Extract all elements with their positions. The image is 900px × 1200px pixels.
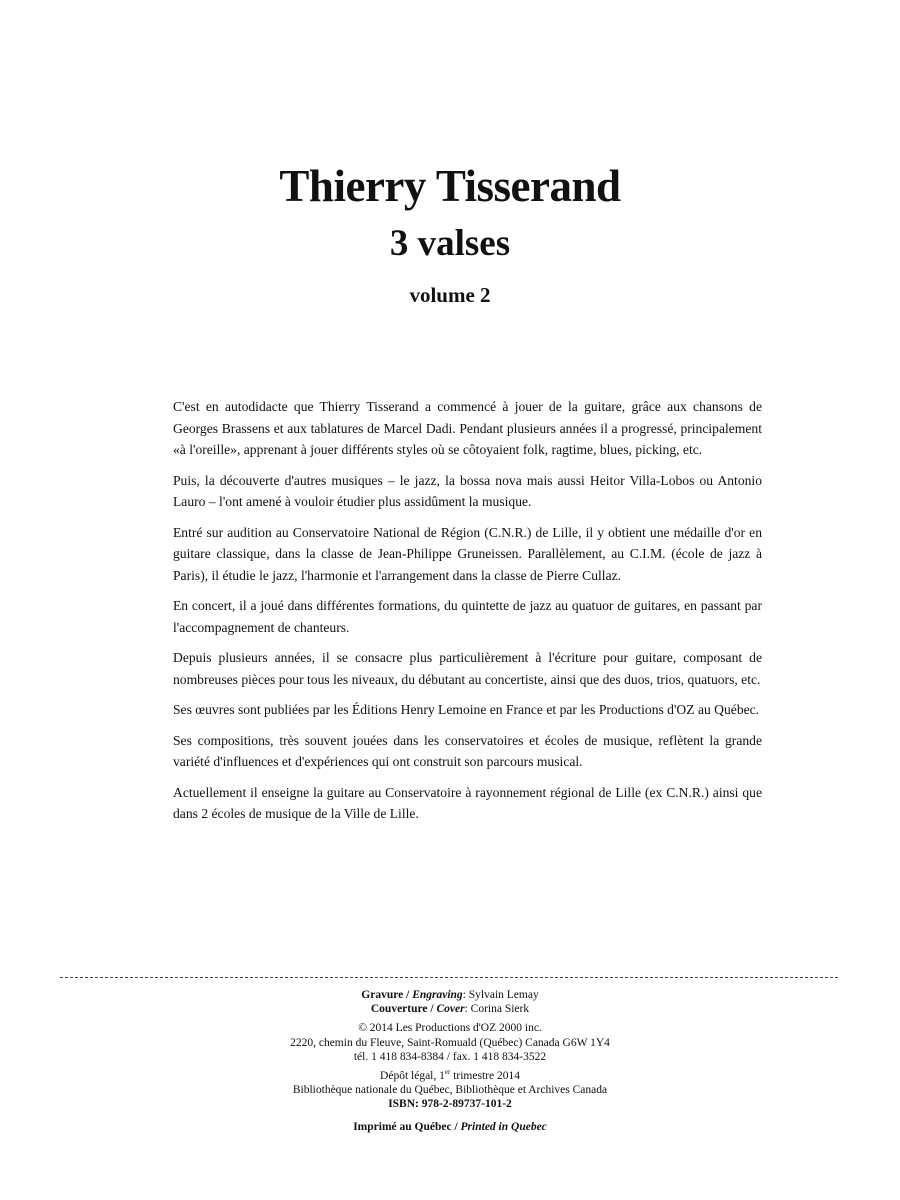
engraving-name: : Sylvain Lemay [462,989,539,1001]
dashed-divider [60,977,838,978]
credits [0,988,900,1016]
bio-paragraph: Actuellement il enseigne la guitare au Conservatoire à rayonnement régional de Lille (ex C.N.R.) ainsi que dans 2 écoles de musique de la Ville de Lille. [173,784,762,821]
printed-fr: Imprimé au Québec / [353,1120,461,1133]
library: Bibliothèque nationale du Québec, Bibliothèque et Archives Canada [292,1084,608,1097]
isbn [0,1097,900,1111]
colophon [0,988,900,1139]
bio-paragraph: C'est en autodidacte que Thierry Tisserand a commencé à jouer de la guitare, grâce aux chansons de Georges Brassens et aux tablatures de Marcel Dadi. Pendant plusieurs années il a progressé, principalement «à l'oreille», apprenant à jouer différents styles où se côtoyaient folk, ragtime, blues, picking, etc. [173,399,762,457]
cover-label-en: Cover [436,1003,465,1016]
printed-en: Printed in Quebec [460,1120,547,1133]
work-title: 3 valses [389,223,511,264]
cover-name: : Corina Sierk [464,1003,530,1016]
cover-label: Couverture / [370,1003,437,1016]
volume-label: volume 2 [409,283,491,307]
printed-in [0,1120,900,1134]
engraving-label-en: Engraving [412,989,463,1001]
publisher-info [0,1021,900,1064]
composer-name: Thierry Tisserand [279,161,621,211]
address: 2220, chemin du Fleuve, Saint-Romuald (Québec) Canada G6W 1Y4 [290,1036,610,1049]
isbn-text: ISBN: 978-2-89737-101-2 [388,1098,512,1111]
bio-paragraph: Puis, la découverte d'autres musiques – le jazz, la bossa nova mais aussi Heitor Villa-Lobos ou Antonio Lauro – l'ont amené à vouloir étudier plus assidûment la musique. [173,472,762,509]
engraving-credit [0,988,900,1002]
depot-prefix: Dépôt légal, 1 [380,1070,445,1083]
bio-paragraph: Entré sur audition au Conservatoire National de Région (C.N.R.) de Lille, il y obtient une médaille d'or en guitare classique, dans la classe de Jean-Philippe Gruneissen. Parallèlement, au C.I.M. (école de jazz à Paris), il étudie le jazz, l'harmonie et l'arrangement dans la classe de Pierre Cullaz. [173,524,762,583]
depot-suffix: trimestre 2014 [450,1070,520,1083]
bio-paragraph: En concert, il a joué dans différentes formations, du quintette de jazz au quatuor de guitares, en passant par l'accompagnement de chanteurs. [173,598,762,635]
bio-paragraph: Depuis plusieurs années, il se consacre plus particulièrement à l'écriture pour guitare, composant de nombreuses pièces pour tous les niveaux, du débutant au concertiste, ainsi que des duos, trios, quatuors, etc. [173,650,762,687]
copyright: © 2014 Les Productions d'OZ 2000 inc. [358,1022,542,1035]
legal-deposit [0,1069,900,1112]
depot-sup: er [444,1068,451,1077]
engraving-label: Gravure / [361,989,413,1001]
cover-credit [0,1002,900,1016]
phone-fax: tél. 1 418 834-8384 / fax. 1 418 834-3522 [353,1050,547,1063]
bio-paragraph: Ses œuvres sont publiées par les Éditions Henry Lemoine en France et par les Productions d'OZ au Québec. [173,702,760,717]
depot-legal [0,1069,900,1083]
bio-paragraph: Ses compositions, très souvent jouées dans les conservatoires et écoles de musique, reflètent la grande variété d'influences et d'expériences qui ont construit son parcours musical. [173,732,762,769]
biography [173,396,762,834]
